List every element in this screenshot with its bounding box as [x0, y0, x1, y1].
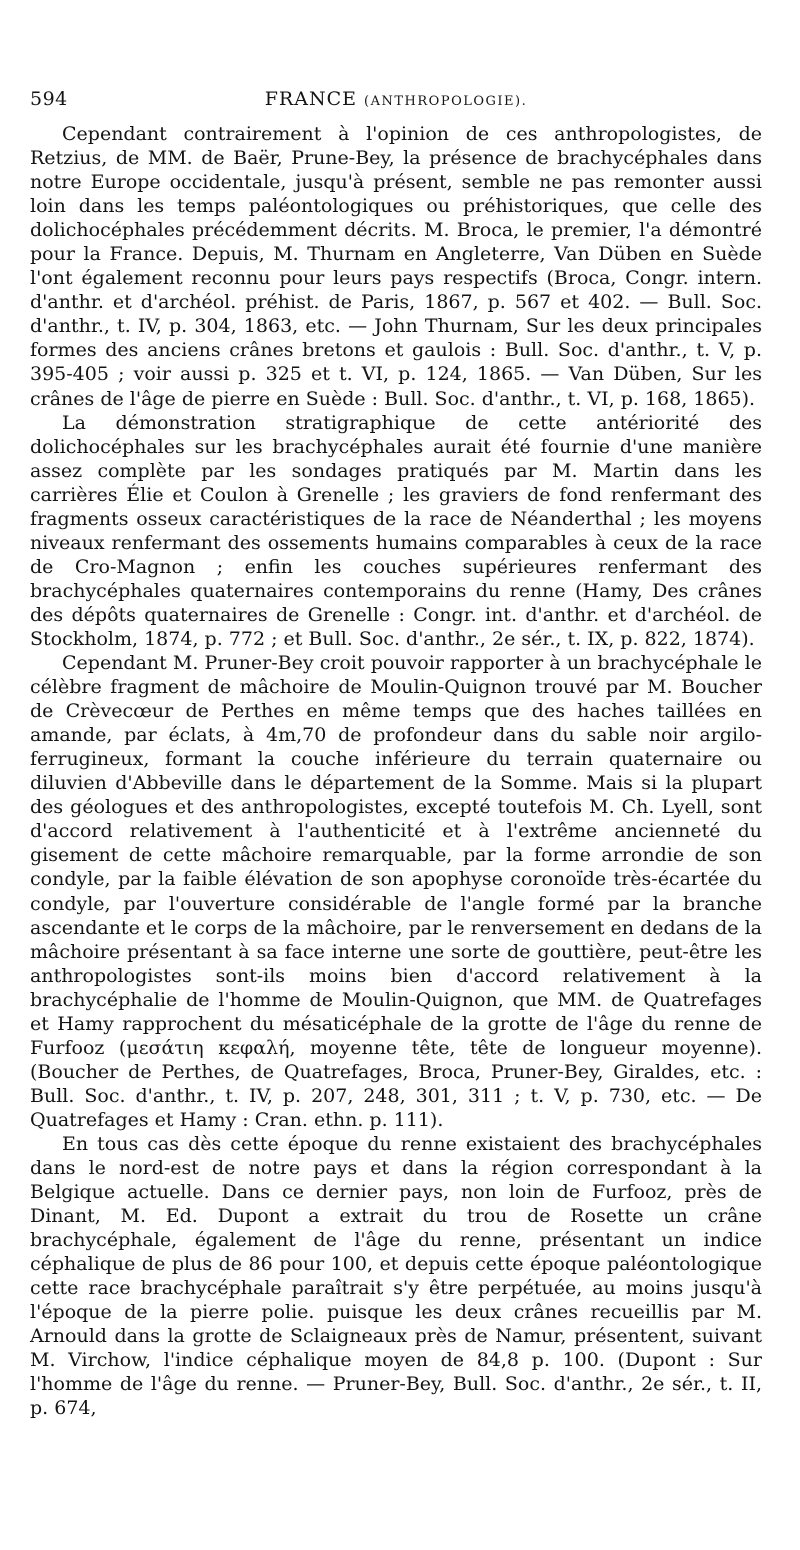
- paragraph-4: En tous cas dès cette époque du renne existaient des brachycéphales dans le nord-est de notre pays et dans la région correspondant à la Belgique actuelle. Dans ce dernier pays, non loin de Furfooz, près de Dinant, M. Ed. Dupont a extrait du trou de Rosette un crâne brachycéphale, également de l'âge du renne, présentant un indice céphalique de plus de 86 pour 100, et depuis cette époque paléontologique cette race brachycéphale paraîtrait s'y être perpétuée, au moins jusqu'à l'époque de la pierre polie. puisque les deux crânes recueillis par M. Arnould dans la grotte de Sclaigneaux près de Namur, présentent, suivant M. Virchow, l'indice céphalique moyen de 84,8 p. 100. (Dupont : Sur l'homme de l'âge du renne. — Pruner-Bey, Bull. Soc. d'anthr., 2e sér., t. II, p. 674,: [30, 1132, 762, 1420]
- paragraph-1: Cependant contrairement à l'opinion de ces anthropologistes, de Retzius, de MM. de Baër, Prune-Bey, la présence de brachycéphales dans notre Europe occidentale, jusqu'à présent, semble ne pas remonter aussi loin dans les temps paléontologiques ou préhistoriques, que celle des dolichocéphales précédemment décrits. M. Broca, le premier, l'a démontré pour la France. Depuis, M. Thurnam en Angleterre, Van Düben en Suède l'ont également reconnu pour leurs pays respectifs (Broca, Congr. intern. d'anthr. et d'archéol. préhist. de Paris, 1867, p. 567 et 402. — Bull. Soc. d'anthr., t. IV, p. 304, 1863, etc. — John Thurnam, Sur les deux principales formes des anciens crânes bretons et gaulois : Bull. Soc. d'anthr., t. V, p. 395-405 ; voir aussi p. 325 et t. VI, p. 124, 1865. — Van Düben, Sur les crânes de l'âge de pierre en Suède : Bull. Soc. d'anthr., t. VI, p. 168, 1865).: [30, 123, 762, 410]
- running-head-main: FRANCE: [264, 88, 357, 110]
- paragraph-2: La démonstration stratigraphique de cette antériorité des dolichocéphales sur les brachycéphales aurait été fournie d'une manière assez complète par les sondages pratiqués par M. Martin dans les carrières Élie et Coulon à Grenelle ; les graviers de fond renfermant des fragments osseux caractéristiques de la race de Néanderthal ; les moyens niveaux renfermant des ossements humains comparables à ceux de la race de Cro-Magnon ; enfin les couches supérieures renfermant des brachycéphales quaternaires contemporains du renne (Hamy, Des crânes des dépôts quaternaires de Grenelle : Congr. int. d'anthr. et d'archéol. de Stockholm, 1874, p. 772 ; et Bull. Soc. d'anthr., 2e sér., t. IX, p. 822, 1874).: [30, 411, 762, 650]
- page-number: 594: [30, 88, 68, 110]
- running-head-sub: (ANTHROPOLOGIE).: [364, 94, 528, 109]
- paragraph-3: Cependant M. Pruner-Bey croit pouvoir rapporter à un brachycéphale le célèbre fragment de mâchoire de Moulin-Quignon trouvé par M. Boucher de Crèvecœur de Perthes en même temps que des haches taillées en amande, par éclats, à 4m,70 de profondeur dans du sable noir argilo-ferrugineux, formant la couche inférieure du terrain quaternaire ou diluvien d'Abbeville dans le département de la Somme. Mais si la plupart des géologues et des anthropologistes, excepté toutefois M. Ch. Lyell, sont d'accord relativement à l'authenticité et à l'extrême ancienneté du gisement de cette mâchoire remarquable, par la forme arrondie de son condyle, par la faible élévation de son apophyse coronoïde très-écartée du condyle, par l'ouverture considérable de l'angle formé par la branche ascendante et le corps de la mâchoire, par le renversement en dedans de la mâchoire présentant à sa face interne une sorte de gouttière, peut-être les anthropologistes sont-ils moins bien d'accord relativement à la brachycéphalie de l'homme de Moulin-Quignon, que MM. de Quatrefages et Hamy rapprochent du mésaticéphale de la grotte de l'âge du renne de Furfooz (μεσάτιη κεφαλή, moyenne tête, tête de longueur moyenne). (Boucher de Perthes, de Quatrefages, Broca, Pruner-Bey, Giraldes, etc. : Bull. Soc. d'anthr., t. IV, p. 207, 248, 301, 311 ; t. V, p. 730, etc. — De Quatrefages et Hamy : Cran. ethn. p. 111).: [30, 652, 762, 1131]
- running-head: [30, 88, 762, 110]
- body-text: [30, 122, 762, 1421]
- page-header: [30, 88, 762, 116]
